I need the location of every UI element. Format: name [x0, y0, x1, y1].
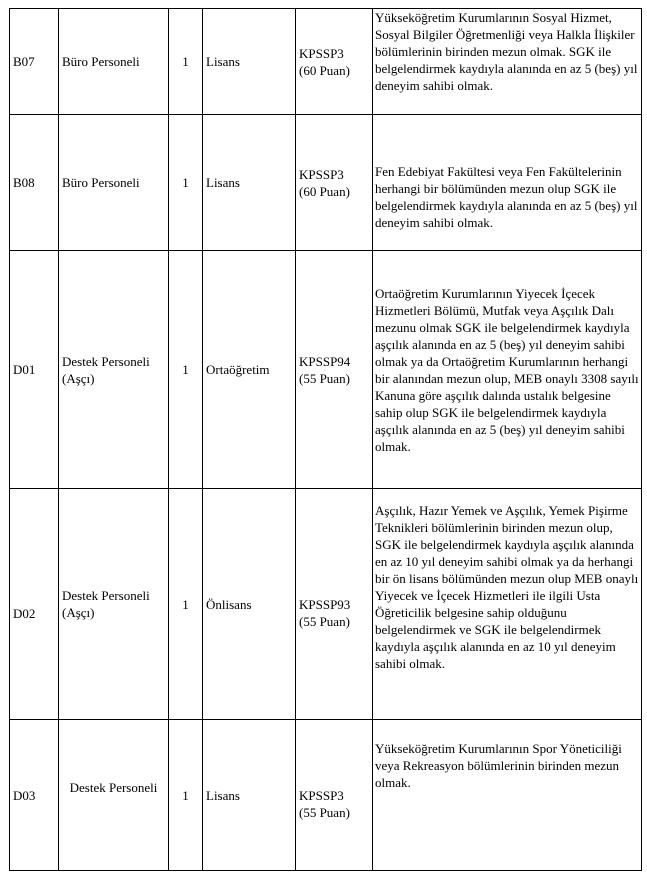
- position-count: 1: [169, 9, 203, 115]
- exam-type: KPSSP3: [299, 45, 344, 61]
- positions-table: [9, 8, 642, 871]
- exam-points: (60 Puan): [299, 62, 350, 78]
- exam-points: (55 Puan): [299, 370, 350, 386]
- position-title: Destek Personeli (Aşçı): [59, 489, 169, 720]
- position-code: D01: [10, 251, 59, 489]
- exam-type: KPSSP94: [299, 353, 351, 369]
- exam-type: KPSSP3: [299, 788, 344, 803]
- position-count: 1: [169, 115, 203, 251]
- position-code: B07: [10, 9, 59, 115]
- position-title: Destek Personeli: [59, 720, 169, 871]
- position-code: D03: [10, 720, 59, 871]
- position-code: B08: [10, 115, 59, 251]
- requirement-text: Aşçılık, Hazır Yemek ve Aşçılık, Yemek Pişirme Teknikleri bölümlerinin birinden mezun olup, SGK ile belgelendirmek kaydıyla aşçılık alanında en az 10 yıl deneyim sahibi olmak ya da herhangi bir ön lisans bölümünden mezun olup MEB onaylı Yiyecek ve İçecek Hizmetleri ile ilgili Usta Öğreticilik belgesine sahip olduğunu belgelendirmek ve SGK ile belgelendirmek kaydıyla aşçılık alanında en az 10 yıl deneyim sahibi olmak.: [373, 489, 642, 720]
- position-count: 1: [169, 720, 203, 871]
- exam-points: (60 Puan): [299, 183, 350, 199]
- requirement-text: Fen Edebiyat Fakültesi veya Fen Fakültelerinin herhangi bir bölümünden mezun olup SGK ile belgelendirmek kaydıyla alanında en az 5 (beş) yıl deneyim sahibi olmak.: [373, 115, 642, 251]
- exam-points: (55 Puan): [299, 614, 350, 629]
- education-level: Lisans: [203, 9, 296, 115]
- table-row: [10, 489, 642, 720]
- position-count: 1: [169, 251, 203, 489]
- requirement-text: Yükseköğretim Kurumlarının Sosyal Hizmet, Sosyal Bilgiler Öğretmenliği veya Halkla İlişkiler bölümlerinin birinden mezun olmak. SGK ile belgelendirmek kaydıyla alanında en az 5 (beş) yıl deneyim sahibi olmak.: [373, 9, 642, 115]
- position-title: Büro Personeli: [59, 9, 169, 115]
- education-level: Lisans: [203, 720, 296, 871]
- exam-points: (55 Puan): [299, 805, 350, 820]
- exam-score-cell: [296, 489, 373, 720]
- requirement-text: Yükseköğretim Kurumlarının Spor Yöneticiliği veya Rekreasyon bölümlerinin birinden mezun olmak.: [373, 720, 642, 871]
- position-title: Destek Personeli (Aşçı): [59, 251, 169, 489]
- exam-score-cell: [296, 115, 373, 251]
- position-count: 1: [169, 489, 203, 720]
- exam-type: KPSSP3: [299, 166, 344, 182]
- position-title: Büro Personeli: [59, 115, 169, 251]
- education-level: Lisans: [203, 115, 296, 251]
- requirement-text: Ortaöğretim Kurumlarının Yiyecek İçecek Hizmetleri Bölümü, Mutfak veya Aşçılık Dalı mezunu olmak SGK ile belgelendirmek kaydıyla aşçılık alanında en az 5 (beş) yıl deneyim sahibi olmak ya da Ortaöğretim Kurumlarının herhangi bir alanından mezun olup, MEB onaylı 3308 sayılı Kanuna göre aşçılık dalında ustalık belgesine sahip olup SGK ile belgelendirmek kaydıyla aşçılık alanında en az 5 (beş) yıl deneyim sahibi olmak.: [373, 251, 642, 489]
- exam-score-cell: [296, 720, 373, 871]
- exam-score-cell: [296, 251, 373, 489]
- table-row: [10, 9, 642, 115]
- exam-score-cell: [296, 9, 373, 115]
- position-code: D02: [10, 489, 59, 720]
- table-row: [10, 251, 642, 489]
- table-row: [10, 115, 642, 251]
- education-level: Önlisans: [203, 489, 296, 720]
- table-row: [10, 720, 642, 871]
- exam-type: KPSSP93: [299, 597, 351, 612]
- education-level: Ortaöğretim: [203, 251, 296, 489]
